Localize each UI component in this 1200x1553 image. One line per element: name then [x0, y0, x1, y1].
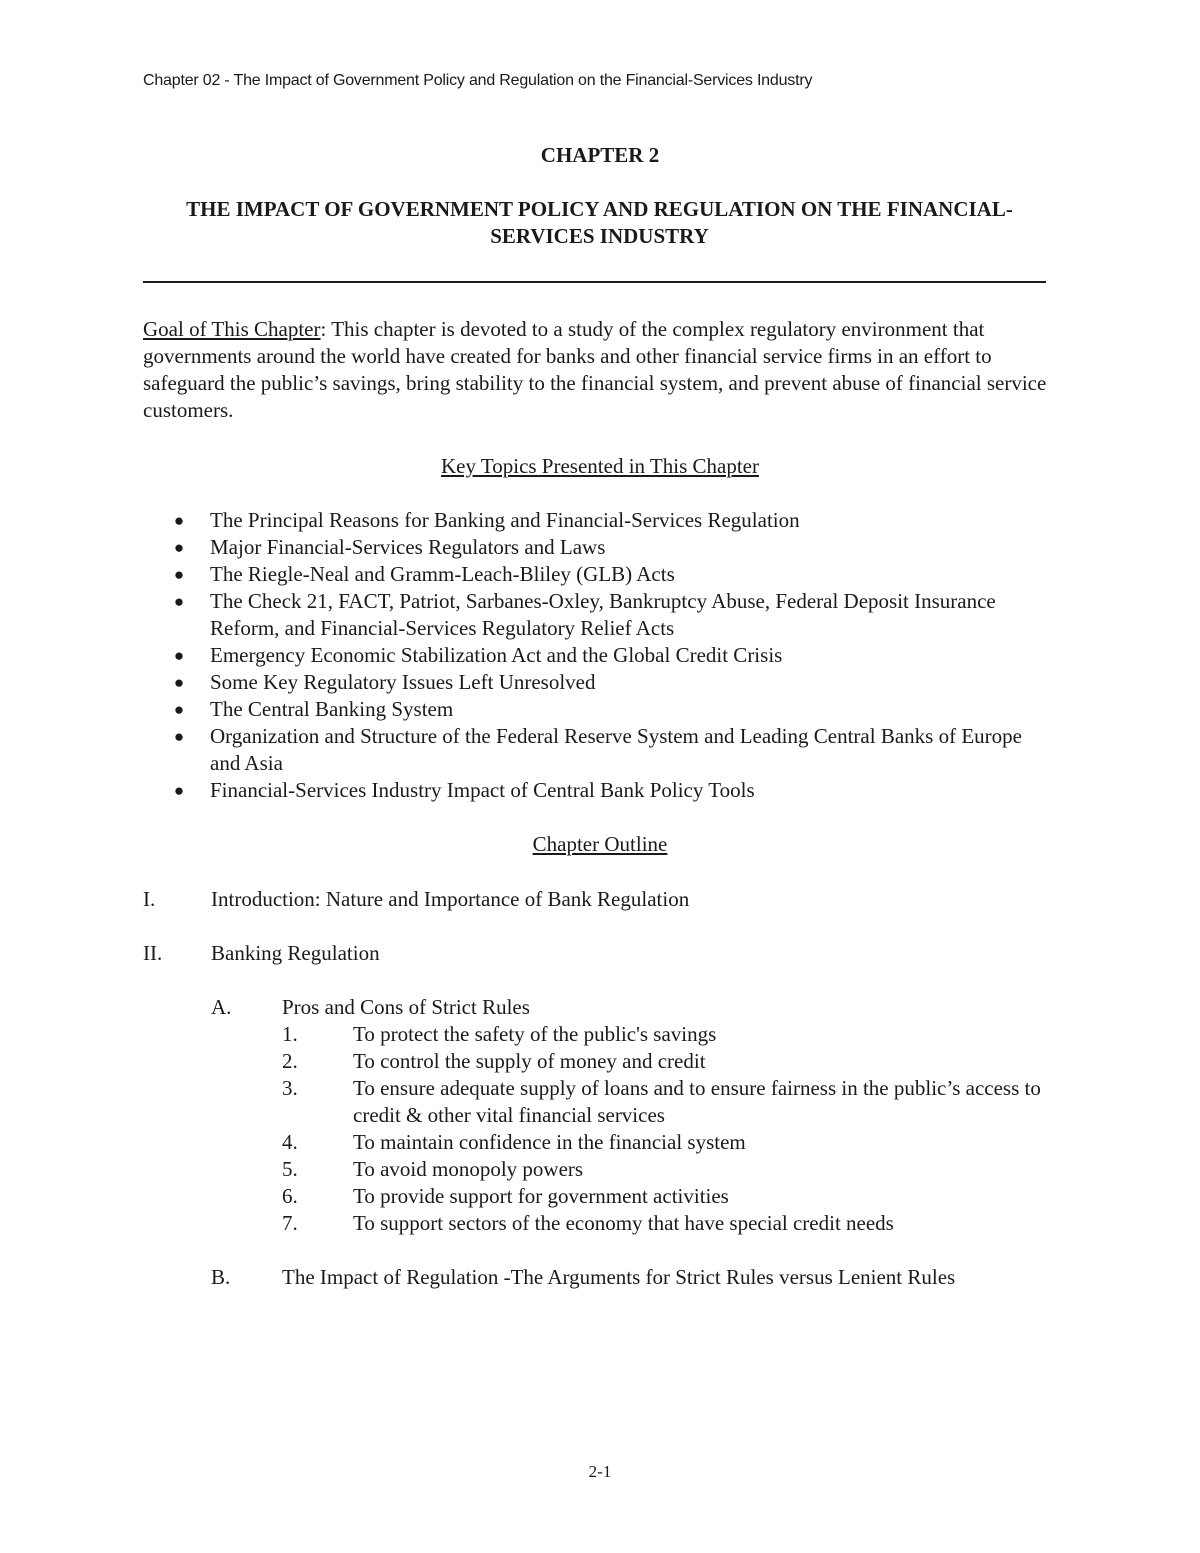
list-item [172, 777, 1052, 804]
chapter-title: THE IMPACT OF GOVERNMENT POLICY AND REGULATION ON THE FINANCIAL-SERVICES INDUSTRY [186, 197, 1013, 248]
goal-text: This chapter is devoted to a study of the complex regulatory environment that governments around the world have created for banks and other financial service firms in an effort to safeguard the public’s savings, bring stability to the financial system, and prevent abuse of financial service customers. [143, 317, 1047, 422]
bullet-icon: ● [173, 592, 185, 611]
bullet-icon: ● [173, 511, 185, 530]
outline-text: The Impact of Regulation -The Arguments for Strict Rules versus Lenient Rules [282, 1265, 956, 1289]
topic-text: The Check 21, FACT, Patriot, Sarbanes-Oxley, Bankruptcy Abuse, Federal Deposit Insurance Reform, and Financial-Services Regulatory Relief Acts [210, 589, 996, 640]
outline-text: To ensure adequate supply of loans and to ensure fairness in the public’s access to credit & other vital financial services [353, 1076, 1041, 1127]
outline-marker: 6. [282, 1184, 298, 1208]
bullet-icon: ● [173, 781, 185, 800]
topic-text: Major Financial-Services Regulators and Laws [210, 535, 606, 559]
list-item [172, 507, 1052, 534]
outline-text: Banking Regulation [211, 941, 380, 965]
topic-text: The Principal Reasons for Banking and Financial-Services Regulation [210, 508, 800, 532]
chapter-outline-heading: Chapter Outline [532, 832, 668, 856]
outline-marker: 3. [282, 1076, 298, 1100]
chapter-number: CHAPTER 2 [540, 143, 660, 167]
topic-text: The Riegle-Neal and Gramm-Leach-Bliley (GLB) Acts [210, 562, 675, 586]
outline-text: To control the supply of money and credit [353, 1049, 706, 1073]
goal-separator: : [320, 317, 327, 341]
outline-text: To provide support for government activities [353, 1184, 729, 1208]
outline-item-introduction [143, 886, 1103, 913]
topic-text: Financial-Services Industry Impact of Central Bank Policy Tools [210, 778, 755, 802]
list-item [172, 669, 1052, 696]
list-item [172, 534, 1052, 561]
outline-marker: 1. [282, 1022, 298, 1046]
list-item [172, 588, 1052, 642]
key-topics-list [172, 507, 1052, 804]
bullet-icon: ● [173, 700, 185, 719]
bullet-icon: ● [173, 673, 185, 692]
topic-text: Emergency Economic Stabilization Act and the Global Credit Crisis [210, 643, 783, 667]
topic-text: The Central Banking System [210, 697, 454, 721]
outline-text: Pros and Cons of Strict Rules [282, 995, 530, 1019]
outline-marker: B. [211, 1265, 231, 1289]
outline-marker: 5. [282, 1157, 298, 1181]
title-divider [143, 281, 1046, 283]
outline-marker: II. [143, 941, 163, 965]
outline-marker: A. [211, 995, 232, 1019]
outline-marker: 2. [282, 1049, 298, 1073]
outline-item-impact-of-regulation [211, 1264, 1111, 1291]
bullet-icon: ● [173, 538, 185, 557]
outline-text: Introduction: Nature and Importance of Bank Regulation [211, 887, 690, 911]
list-item [172, 561, 1052, 588]
running-header: Chapter 02 - The Impact of Government Policy and Regulation on the Financial-Services Industry [143, 72, 813, 89]
outline-text: To maintain confidence in the financial system [353, 1130, 746, 1154]
topic-text: Organization and Structure of the Federal Reserve System and Leading Central Banks of Europe and Asia [210, 724, 1022, 775]
outline-marker: I. [143, 887, 156, 911]
outline-marker: 7. [282, 1211, 298, 1235]
list-item [172, 723, 1052, 777]
outline-item-banking-regulation [143, 940, 1103, 967]
outline-marker: 4. [282, 1130, 298, 1154]
goal-label: Goal of This Chapter [143, 317, 321, 341]
outline-text: To protect the safety of the public's savings [353, 1022, 717, 1046]
outline-text: To support sectors of the economy that have special credit needs [353, 1211, 894, 1235]
bullet-icon: ● [173, 646, 185, 665]
key-topics-heading: Key Topics Presented in This Chapter [441, 454, 759, 478]
outline-text: To avoid monopoly powers [353, 1157, 584, 1181]
topic-text: Some Key Regulatory Issues Left Unresolved [210, 670, 596, 694]
outline-item-pros-cons [211, 994, 1111, 1021]
bullet-icon: ● [173, 727, 185, 746]
bullet-icon: ● [173, 565, 185, 584]
list-item [172, 696, 1052, 723]
page-number: 2-1 [588, 1462, 612, 1481]
list-item [172, 642, 1052, 669]
goal-paragraph [143, 316, 1063, 424]
